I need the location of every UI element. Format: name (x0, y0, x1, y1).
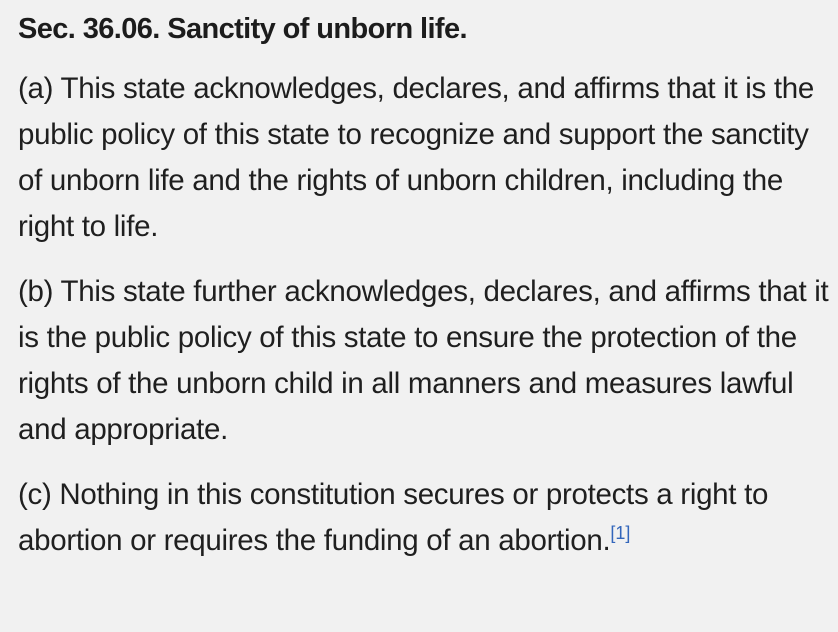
clause-c (18, 472, 830, 564)
clause-b-text: (b) This state further acknowledges, declares, and affirms that it is the public policy of this state to ensure the protection of the rights of the unborn child in all manners and measures lawful and appropriate. (18, 275, 829, 446)
clause-b (18, 269, 830, 453)
clause-c-text: (c) Nothing in this constitution secures or protects a right to abortion or requires the funding of an abortion. (18, 478, 769, 557)
section-title: Sec. 36.06. Sanctity of unborn life. (18, 13, 467, 45)
clause-a-text: (a) This state acknowledges, declares, and affirms that it is the public policy of this state to recognize and support the sanctity of unborn life and the rights of unborn children, including the right to life. (18, 72, 814, 243)
footnote-reference-link[interactable]: [1] (610, 523, 631, 544)
clause-a (18, 66, 830, 250)
